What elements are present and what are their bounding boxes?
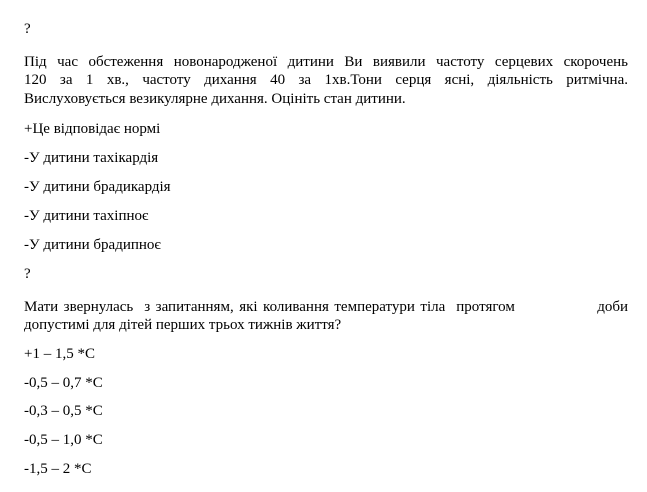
question-marker: ?: [24, 21, 31, 37]
answer-option: -У дитини тахікардія: [24, 150, 159, 166]
question-text-line: Мати звернулась з запитанням, які коливання температури тіла протягом доби: [24, 299, 628, 315]
answer-option: -У дитини брадикардія: [24, 179, 171, 195]
answer-option: -0,5 – 0,7 *С: [24, 375, 103, 391]
question-text-line: Вислуховується везикулярне дихання. Оцініть стан дитини.: [24, 91, 406, 107]
question-text-line: допустимі для дітей перших трьох тижнів життя?: [24, 317, 342, 333]
answer-option: -1,5 – 2 *С: [24, 461, 92, 477]
answer-option: +1 – 1,5 *С: [24, 346, 95, 362]
answer-option: -0,5 – 1,0 *С: [24, 432, 103, 448]
answer-option: +Це відповідає нормі: [24, 121, 161, 137]
question-marker: ?: [24, 266, 31, 282]
answer-option: -У дитини брадипноє: [24, 237, 161, 253]
question-text-line: 120 за 1 хв., частоту дихання 40 за 1хв.Тони серця ясні, діяльність ритмічна.: [24, 72, 628, 88]
answer-option: -0,3 – 0,5 *С: [24, 403, 103, 419]
question-text-line: Під час обстеження новонародженої дитини Ви виявили частоту серцевих скорочень: [24, 54, 628, 70]
answer-option: -У дитини тахіпноє: [24, 208, 149, 224]
